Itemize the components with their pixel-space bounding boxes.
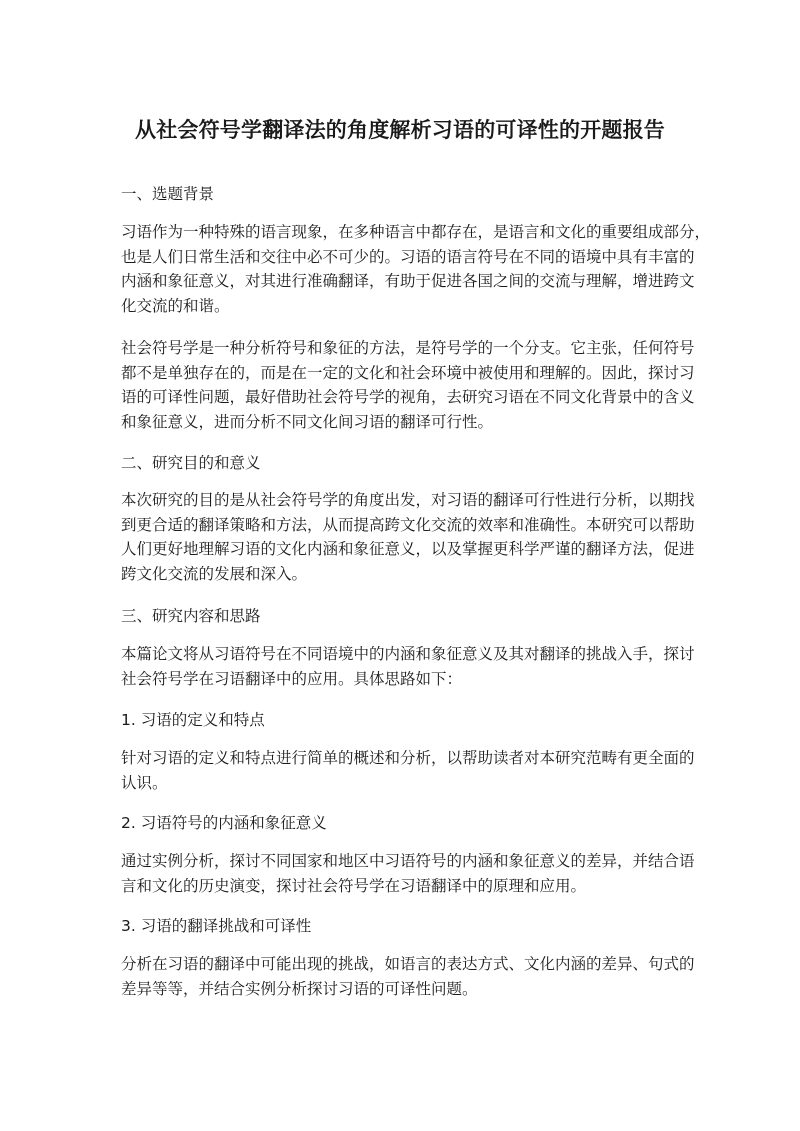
paragraph-line: 也是人们日常生活和交往中必不可少的。习语的语言符号在不同的语境中具有丰富的 — [121, 247, 695, 266]
paragraph — [121, 488, 695, 586]
paragraph-line: 分析在习语的翻译中可能出现的挑战，如语言的表达方式、文化内涵的差异、句式的 — [121, 955, 695, 973]
document-title: 从社会符号学翻译法的角度解析习语的可译性的开题报告 — [135, 118, 665, 142]
paragraph-line: 习语作为一种特殊的语言现象，在多种语言中都存在，是语言和文化的重要组成部分， — [121, 223, 711, 241]
paragraph-line: 言和文化的历史演变，探讨社会符号学在习语翻译中的原理和应用。 — [121, 876, 587, 895]
paragraph-line: 本次研究的目的是从社会符号学的角度出发，对习语的翻译可行性进行分析，以期找 — [121, 491, 695, 509]
paragraph-line: 人们更好地理解习语的文化内涵和象征意义，以及掌握更科学严谨的翻译方法，促进 — [121, 540, 695, 558]
paragraph — [121, 336, 695, 434]
paragraph-line: 都不是单独存在的，而是在一定的文化和社会环境中被使用和理解的。因此，探讨习 — [121, 363, 695, 382]
paragraph — [121, 849, 695, 898]
subsection-heading: 1. 习语的定义和特点 — [121, 711, 265, 729]
paragraph-line: 语的可译性问题，最好借助社会符号学的视角，去研究习语在不同文化背景中的含义 — [121, 388, 695, 406]
paragraph-line: 内涵和象征意义，对其进行准确翻译，有助于促进各国之间的交流与理解，增进跨文 — [121, 272, 695, 290]
paragraph-line: 社会符号学在习语翻译中的应用。具体思路如下： — [121, 669, 463, 688]
paragraph-line: 认识。 — [121, 773, 168, 792]
paragraph-line: 到更合适的翻译策略和方法，从而提高跨文化交流的效率和准确性。本研究可以帮助 — [121, 515, 695, 534]
paragraph — [121, 952, 695, 1001]
paragraph-line: 针对习语的定义和特点进行简单的概述和分析，以帮助读者对本研究范畴有更全面的 — [121, 749, 695, 767]
paragraph-line: 本篇论文将从习语符号在不同语境中的内涵和象征意义及其对翻译的挑战入手，探讨 — [121, 645, 695, 663]
subsection-heading: 2. 习语符号的内涵和象征意义 — [121, 814, 327, 832]
section-heading: 一、选题背景 — [121, 185, 215, 203]
paragraph — [121, 642, 695, 691]
paragraph-line: 差异等等，并结合实例分析探讨习语的可译性问题。 — [121, 979, 478, 998]
paragraph-line: 化交流的和谐。 — [121, 296, 230, 315]
paragraph-line: 跨文化交流的发展和深入。 — [121, 564, 308, 583]
paragraph — [121, 220, 711, 318]
paragraph-line: 社会符号学是一种分析符号和象征的方法，是符号学的一个分支。它主张，任何符号 — [121, 339, 695, 357]
section-heading: 三、研究内容和思路 — [121, 607, 261, 625]
paragraph — [121, 746, 695, 795]
subsection-heading: 3. 习语的翻译挑战和可译性 — [121, 917, 312, 935]
paragraph-line: 通过实例分析，探讨不同国家和地区中习语符号的内涵和象征意义的差异，并结合语 — [121, 852, 695, 870]
section-heading: 二、研究目的和意义 — [121, 454, 261, 472]
paragraph-line: 和象征意义，进而分析不同文化间习语的翻译可行性。 — [121, 412, 494, 431]
